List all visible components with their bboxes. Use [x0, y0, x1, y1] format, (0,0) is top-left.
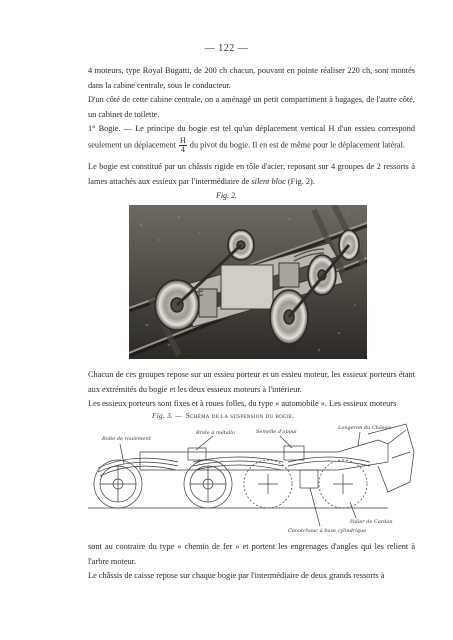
label-palier: Palier de Cardan — [350, 519, 393, 525]
paragraph-4-end: (Fig. 2). — [287, 176, 315, 186]
fig3-caption — [152, 412, 294, 420]
paragraph-4 — [88, 160, 415, 189]
label-caoutchouc: Caoutchouc à base cylindrique — [288, 528, 367, 534]
paragraph-3-end: du pivot du bogie. Il en est de même pour le déplacement latéral. — [189, 139, 405, 149]
paragraph-3 — [88, 122, 415, 154]
bogie-photograph — [129, 205, 367, 359]
silent-bloc-term: silent bloc — [251, 176, 286, 186]
paragraph-2: D'un côté de cette cabine centrale, on a aménagé un petit compartiment à bagages, de l'autre côté, un cabinet de toilette. — [88, 95, 415, 119]
paragraph-5: Chacun de ces groupes repose sur un essieu porteur et un essieu moteur, les essieux porteurs étant aux extrémités du bogie et les deux essieux moteurs à l'intérieur. — [88, 370, 415, 394]
fraction-numerator: H — [180, 135, 186, 145]
fig3-label: Fig. 3. — — [152, 412, 182, 420]
label-boite: Boîte de roulement — [102, 436, 151, 442]
fig2-caption: Fig. 2. — [215, 191, 238, 200]
suspension-schematic — [88, 422, 418, 540]
paragraph-3-start: 1° Bogie. — Le principe du bogie est tel qu'un déplacement vertical H d'un essieu correspond seulement un déplacement — [88, 124, 415, 149]
paragraph-4-start: Le bogie est constitué par un châssis rigide en tôle d'acier, reposant sur 4 groupes de 2 ressorts à lames attachés aux essieux par l'intermédiaire de — [88, 162, 415, 186]
fraction-h-over-4 — [179, 137, 187, 154]
label-semelle: Semelle d'appui — [256, 429, 297, 435]
paragraph-1: 4 moteurs, type Royal Bugatti, de 200 ch chacun, pouvant en pointe réaliser 220 ch, sont montés dans la cabine centrale, sous le conducteur. — [88, 66, 415, 90]
fig3-title: Schéma de la suspension du bogie. — [185, 412, 295, 420]
label-longeron: Longeron du Châssis — [338, 425, 392, 431]
label-bride: Bride à métallo — [196, 430, 235, 436]
fraction-denominator: 4 — [180, 144, 185, 154]
page-number: — 122 — — [204, 43, 249, 54]
paragraph-8: Le châssis de caisse repose sur chaque bogie par l'intermédiaire de deux grands ressorts à — [88, 571, 385, 580]
paragraph-6: Les essieux porteurs sont fixes et à roues folles, du type « automobile ». Les essieux moteurs — [88, 399, 397, 408]
paragraph-7: sont au contraire du type « chemin de fer » et portent les engrenages d'angles qui les relient à l'arbre moteur. — [88, 542, 415, 566]
